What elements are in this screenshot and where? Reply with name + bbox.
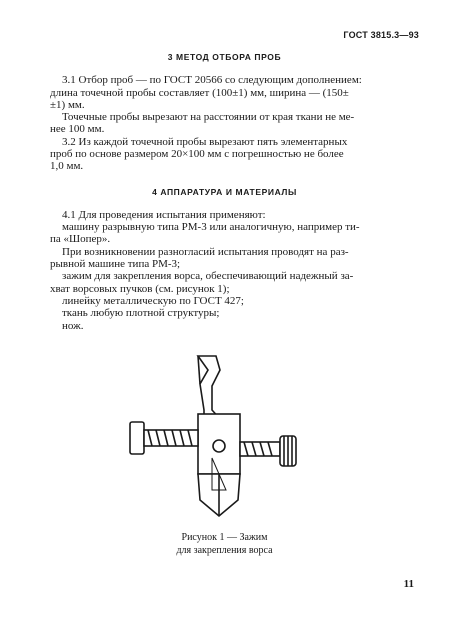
section-3-line: ±1) мм.: [50, 99, 85, 111]
section-3-line: нее 100 мм.: [50, 123, 105, 135]
section-4-line: линейку металлическую по ГОСТ 427;: [62, 295, 244, 307]
section-4-line: зажим для закрепления ворса, обеспечивающий надежный за-: [62, 270, 354, 282]
section-4-line: хват ворсовых пучков (см. рисунок 1);: [50, 283, 230, 295]
section-3-line: проб по основе размером 20×100 мм с погрешностью не более: [50, 148, 344, 160]
section-4-line: 4.1 Для проведения испытания применяют:: [62, 209, 266, 221]
figure-caption-title: Рисунок 1 — Зажим: [181, 532, 268, 543]
section-3-line: Точечные пробы вырезают на расстоянии от края ткани не ме-: [62, 111, 355, 123]
section-3-line: 1,0 мм.: [50, 160, 84, 172]
section-3-title: 3 МЕТОД ОТБОРА ПРОБ: [167, 52, 282, 62]
section-4-title: 4 АППАРАТУРА И МАТЕРИАЛЫ: [152, 187, 297, 197]
section-4-line: При возникновении разногласий испытания проводят на раз-: [62, 246, 349, 258]
section-4-line: па «Шопер».: [50, 233, 111, 245]
pile-clamp-figure: [120, 350, 320, 530]
section-3-line: длина точечной пробы составляет (100±1) мм, ширина — (150±: [50, 87, 349, 99]
section-4-line: рывной машине типа РМ-3;: [50, 258, 181, 270]
section-4-line: машину разрывную типа РМ-3 или аналогичную, например ти-: [62, 221, 360, 233]
page-number: 11: [403, 578, 414, 590]
section-4-line: нож.: [62, 320, 84, 332]
section-3-line: 3.2 Из каждой точечной пробы вырезают пять элементарных: [62, 136, 348, 148]
figure-caption-subtitle: для закрепления ворса: [176, 545, 273, 556]
document-code: ГОСТ 3815.3—93: [343, 30, 419, 40]
section-3-line: 3.1 Отбор проб — по ГОСТ 20566 со следующим дополнением:: [62, 74, 362, 86]
section-4-line: ткань любую плотной структуры;: [62, 307, 220, 319]
